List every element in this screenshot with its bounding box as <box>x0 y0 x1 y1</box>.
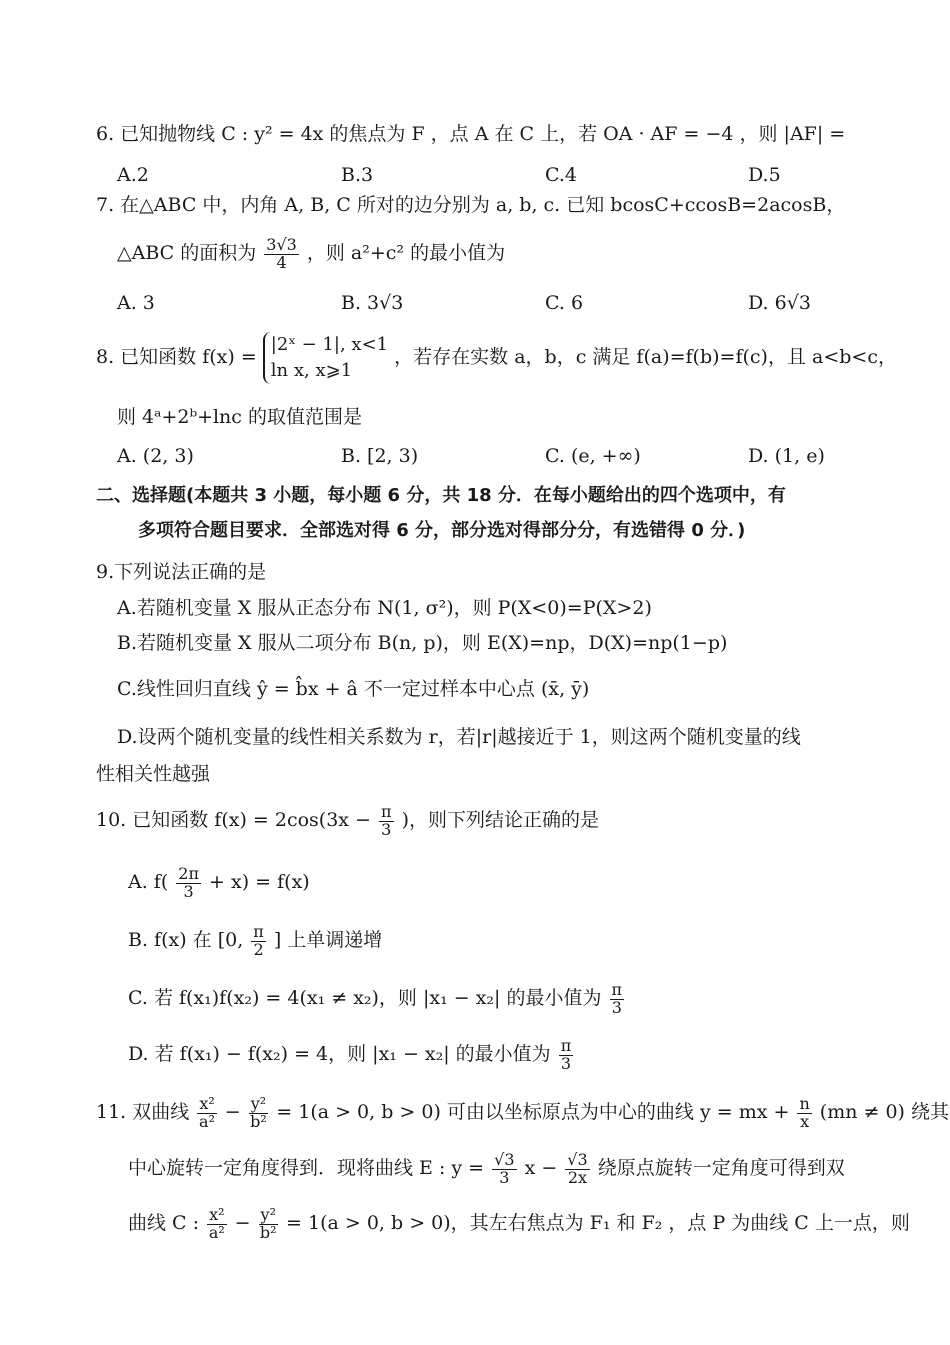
q11-l1-minus: − <box>224 1101 241 1123</box>
q9-option-d-line2: 性相关性越强 <box>96 763 211 785</box>
q10-d-den: 3 <box>560 1053 572 1073</box>
q8-option-d: D. (1, e) <box>748 445 825 467</box>
q6-option-c: C.4 <box>545 164 577 186</box>
q8-pre: 8. 已知函数 f(x) = <box>96 346 257 368</box>
q9-option-d-line1: D.设两个随机变量的线性相关系数为 r，若|r|越接近于 1，则这两个随机变量的线 <box>117 726 801 748</box>
q11-l3-pre: 曲线 C : <box>128 1212 200 1234</box>
q11-l2-frac1 <box>492 1149 516 1187</box>
q11-l3-post: = 1(a > 0, b > 0)，其左右焦点为 F₁ 和 F₂ ，点 P 为曲线 C 上一点，则 <box>286 1212 910 1234</box>
q11-l1-post: (mn ≠ 0) 绕其 <box>819 1101 950 1123</box>
q10-b-post: ] 上单调递增 <box>273 929 383 951</box>
q10-stem-fraction <box>379 801 394 839</box>
q9-option-c: C.线性回归直线 ŷ = b̂x + â 不一定过样本中心点 (x̄, ȳ) <box>117 678 590 700</box>
q10-d-num: π <box>560 1035 572 1055</box>
q11-l2-frac2 <box>565 1149 589 1187</box>
q6-option-a: A.2 <box>117 164 149 186</box>
q10-a-den: 3 <box>183 881 194 901</box>
q6-stem: 6. 已知抛物线 C : y² = 4x 的焦点为 F ，点 A 在 C 上，若 OA · AF = −4 ，则 |AF| = <box>96 123 846 145</box>
q10-d-fraction <box>559 1035 574 1073</box>
q11-l2-f2d: 2x <box>567 1167 588 1187</box>
q11-l2-f2n: √3 <box>567 1149 588 1169</box>
q10-stem-post: )，则下列结论正确的是 <box>401 809 599 831</box>
q10-stem <box>96 793 599 847</box>
q7-option-d: D. 6√3 <box>748 292 811 314</box>
q8-case2: ln x, x⩾1 <box>270 360 353 381</box>
q10-stem-pre: 10. 已知函数 f(x) = 2cos(3x − <box>96 809 371 831</box>
q11-l3-f1n: x² <box>209 1204 225 1224</box>
q10-a-fraction <box>176 863 201 901</box>
q7-area-denominator: 4 <box>276 252 287 272</box>
q11-l1-frac3 <box>797 1093 811 1131</box>
q10-a-num: 2π <box>178 863 199 883</box>
q8-line2: 则 4ᵃ+2ᵇ+lnc 的取值范围是 <box>117 406 362 428</box>
q8-option-c: C. (e, +∞) <box>545 445 641 467</box>
q7-line2 <box>117 228 505 278</box>
q9-stem: 9.下列说法正确的是 <box>96 561 267 583</box>
q7-line2-post: ，则 a²+c² 的最小值为 <box>306 242 506 264</box>
q10-a-post: + x) = f(x) <box>209 871 310 893</box>
q11-l1-f2d: b² <box>250 1111 267 1131</box>
q10-c-fraction <box>610 979 625 1017</box>
q7-area-fraction <box>264 234 299 272</box>
q11-l1-mid: = 1(a > 0, b > 0) 可由以坐标原点为中心的曲线 y = mx + <box>276 1101 790 1123</box>
section2-heading-line1: 二、选择题(本题共 3 小题，每小题 6 分，共 18 分．在每小题给出的四个选项中，有 <box>96 485 786 506</box>
q11-l2-post: 绕原点旋转一定角度可得到双 <box>597 1157 845 1179</box>
q7-line2-pre: △ABC 的面积为 <box>117 242 257 264</box>
q11-l3-frac2 <box>259 1204 278 1242</box>
q9-option-b: B.若随机变量 X 服从二项分布 B(n, p)，则 E(X)=np，D(X)=np(1−p) <box>117 632 728 654</box>
q10-b-fraction <box>251 921 266 959</box>
q8-piecewise <box>263 332 388 384</box>
q11-l3-frac1 <box>207 1204 226 1242</box>
q7-area-numerator: 3√3 <box>266 234 297 254</box>
q11-l3-f2n: y² <box>260 1204 276 1224</box>
q10-b-den: 2 <box>253 939 264 959</box>
q10-option-a <box>128 856 310 908</box>
q11-l2-f1n: √3 <box>494 1149 515 1169</box>
q10-c-num: π <box>611 979 623 999</box>
q10-b-pre: B. f(x) 在 [0, <box>128 929 244 951</box>
q8-option-b: B. [2, 3) <box>341 445 419 467</box>
q11-l1-f3n: n <box>799 1093 810 1113</box>
q7-option-a: A. 3 <box>117 292 155 314</box>
q11-line1 <box>96 1087 949 1137</box>
q11-l1-f3d: x <box>800 1111 810 1131</box>
q10-d-text: D. 若 f(x₁) − f(x₂) = 4，则 |x₁ − x₂| 的最小值为 <box>128 1043 551 1065</box>
q8-case1: |2ˣ − 1|, x<1 <box>270 334 389 355</box>
q11-l1-f2n: y² <box>250 1093 267 1113</box>
q9-option-a: A.若随机变量 X 服从正态分布 N(1, σ²)，则 P(X<0)=P(X>2) <box>117 597 652 619</box>
q11-l3-f2d: b² <box>259 1222 277 1242</box>
q8-option-a: A. (2, 3) <box>117 445 194 467</box>
q10-stem-three: 3 <box>381 819 392 839</box>
q11-l1-f1n: x² <box>199 1093 215 1113</box>
q10-option-b <box>128 914 382 966</box>
q11-l1-pre: 11. 双曲线 <box>96 1101 190 1123</box>
q7-option-c: C. 6 <box>545 292 584 314</box>
q10-b-num: π <box>253 921 264 941</box>
q11-line2 <box>128 1143 845 1193</box>
q11-l1-frac1 <box>197 1093 216 1131</box>
q6-option-d: D.5 <box>748 164 781 186</box>
q11-line3 <box>128 1198 910 1248</box>
q10-stem-pi: π <box>381 801 392 821</box>
q6-option-b: B.3 <box>341 164 374 186</box>
q7-option-b: B. 3√3 <box>341 292 404 314</box>
q10-a-pre: A. f( <box>128 871 169 893</box>
q7-line1: 7. 在△ABC 中，内角 A, B, C 所对的边分别为 a, b, c. 已知 bcosC+ccosB=2acosB， <box>96 194 846 216</box>
q11-l3-f1d: a² <box>208 1222 225 1242</box>
q11-l1-frac2 <box>249 1093 268 1131</box>
q11-l2-pre: 中心旋转一定角度得到．现将曲线 E : y = <box>128 1157 485 1179</box>
q10-c-den: 3 <box>611 997 622 1017</box>
q10-option-c <box>128 972 626 1024</box>
q11-l1-f1d: a² <box>199 1111 215 1131</box>
q8-post: ，若存在实数 a，b，c 满足 f(a)=f(b)=f(c)，且 a<b<c， <box>394 346 897 368</box>
section2-heading-line2: 多项符合题目要求．全部选对得 6 分，部分选对得部分分，有选错得 0 分．) <box>138 520 746 541</box>
q11-l3-minus: − <box>234 1212 251 1234</box>
q10-option-d <box>128 1028 575 1080</box>
q10-c-text: C. 若 f(x₁)f(x₂) = 4(x₁ ≠ x₂)，则 |x₁ − x₂| 的最小值为 <box>128 987 602 1009</box>
q8-line1 <box>96 328 897 386</box>
q11-l2-mid: x − <box>524 1157 558 1179</box>
q11-l2-f1d: 3 <box>499 1167 510 1187</box>
